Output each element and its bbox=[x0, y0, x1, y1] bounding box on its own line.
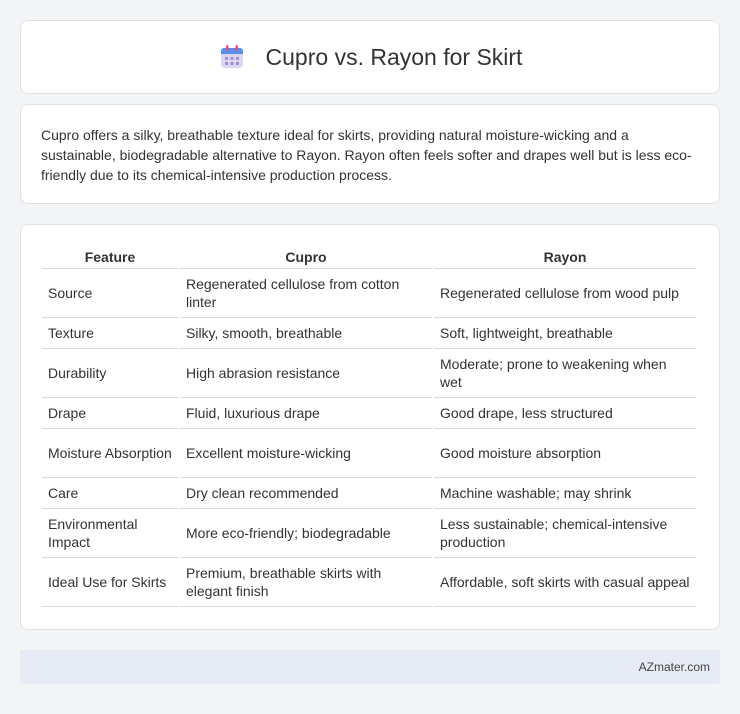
comparison-card bbox=[20, 224, 720, 630]
table-row bbox=[42, 478, 696, 509]
calendar-icon bbox=[218, 43, 246, 71]
cupro-cell: Excellent moisture-wicking bbox=[180, 429, 432, 478]
rayon-cell: Less sustainable; chemical-intensive production bbox=[434, 509, 696, 558]
feature-cell: Texture bbox=[42, 318, 178, 349]
table-row bbox=[42, 509, 696, 558]
column-header-rayon: Rayon bbox=[434, 245, 696, 269]
page-title: Cupro vs. Rayon for Skirt bbox=[265, 43, 523, 70]
cupro-cell: More eco-friendly; biodegradable bbox=[180, 509, 432, 558]
cupro-cell: Fluid, luxurious drape bbox=[180, 398, 432, 429]
cupro-cell: Premium, breathable skirts with elegant finish bbox=[180, 558, 432, 607]
feature-cell: Moisture Absorption bbox=[42, 429, 178, 478]
rayon-cell: Affordable, soft skirts with casual appeal bbox=[434, 558, 696, 607]
feature-cell: Care bbox=[42, 478, 178, 509]
rayon-cell: Regenerated cellulose from wood pulp bbox=[434, 269, 696, 318]
feature-cell: Source bbox=[42, 269, 178, 318]
column-header-feature: Feature bbox=[42, 245, 178, 269]
feature-cell: Environmental Impact bbox=[42, 509, 178, 558]
title-card bbox=[20, 20, 720, 94]
feature-cell: Durability bbox=[42, 349, 178, 398]
cupro-cell: Silky, smooth, breathable bbox=[180, 318, 432, 349]
table-row bbox=[42, 318, 696, 349]
intro-card bbox=[20, 104, 720, 204]
comparison-table bbox=[40, 245, 698, 607]
cupro-cell: Regenerated cellulose from cotton linter bbox=[180, 269, 432, 318]
rayon-cell: Moderate; prone to weakening when wet bbox=[434, 349, 696, 398]
table-header-row bbox=[42, 245, 696, 269]
table-row bbox=[42, 429, 696, 478]
feature-cell: Ideal Use for Skirts bbox=[42, 558, 178, 607]
rayon-cell: Soft, lightweight, breathable bbox=[434, 318, 696, 349]
feature-cell: Drape bbox=[42, 398, 178, 429]
cupro-cell: High abrasion resistance bbox=[180, 349, 432, 398]
footer-brand: AZmater.com bbox=[638, 660, 710, 674]
cupro-cell: Dry clean recommended bbox=[180, 478, 432, 509]
table-row bbox=[42, 269, 696, 318]
intro-text: Cupro offers a silky, breathable texture ideal for skirts, providing natural moisture-wicking and a sustainable, biodegradable alternative to Rayon. Rayon often feels softer and drapes well but is less eco-friendly due to its chemical-intensive production process. bbox=[41, 127, 692, 183]
rayon-cell: Good drape, less structured bbox=[434, 398, 696, 429]
footer bbox=[20, 650, 720, 684]
table-row bbox=[42, 558, 696, 607]
column-header-cupro: Cupro bbox=[180, 245, 432, 269]
rayon-cell: Good moisture absorption bbox=[434, 429, 696, 478]
rayon-cell: Machine washable; may shrink bbox=[434, 478, 696, 509]
table-row bbox=[42, 398, 696, 429]
table-row bbox=[42, 349, 696, 398]
